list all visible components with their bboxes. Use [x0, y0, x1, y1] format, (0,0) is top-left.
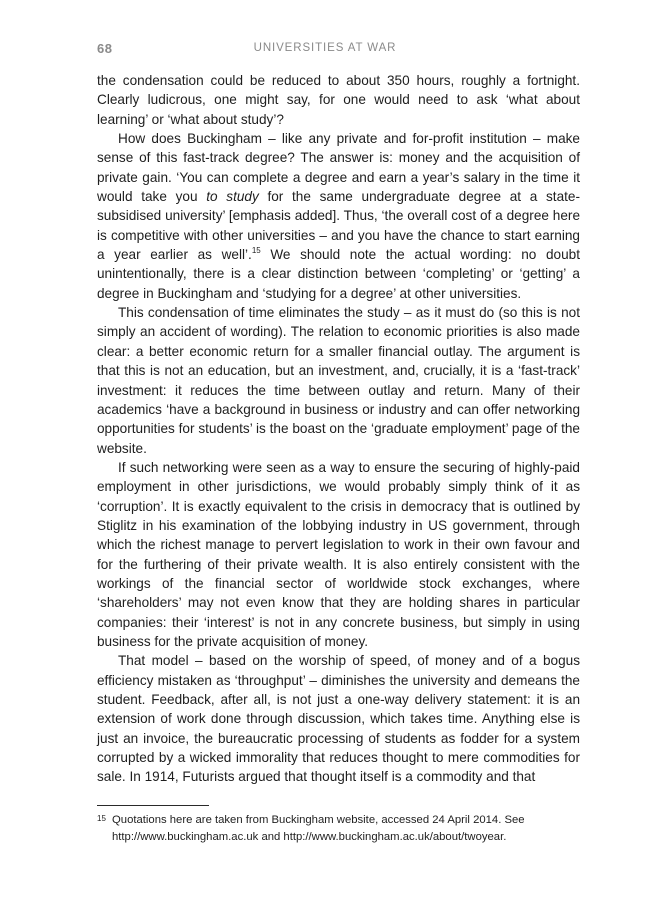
paragraph — [97, 458, 580, 651]
body-text — [97, 71, 580, 787]
paragraph — [97, 651, 580, 786]
paragraph-text: That model – based on the worship of speed, of money and of a bogus efficiency mistaken as ‘throughput’ – diminishes the university and demeans the student. Feedback, after all, is not just a one-way delivery statement: it is an extension of work done through discussion, which takes time. Anything else is just an invoice, the bureaucratic processing of students as fodder for a system corrupted by a wicked immorality that reduces thought to mere commodities for sale. In 1914, Futurists argued that thought itself is a commodity and that — [97, 653, 580, 785]
emphasis-text: to study — [206, 189, 259, 205]
footnote-text: Quotations here are taken from Buckingham website, accessed 24 April 2014. See http://www.buckingham.ac.uk and http://www.buckingham.ac.uk/about/twoyear. — [112, 814, 525, 843]
running-head: UNIVERSITIES AT WAR — [253, 42, 397, 54]
paragraph — [97, 129, 580, 303]
paragraph-text: the condensation could be reduced to about 350 hours, roughly a fortnight. Clearly ludicrous, one might say, for one would need to ask ‘what about learning’ or ‘what about study’? — [97, 73, 580, 127]
footnote-reference[interactable]: 15 — [251, 246, 261, 256]
paragraph-text: This condensation of time eliminates the study – as it must do (so this is not simply an accident of wording). The relation to economic priorities is also made clear: a better economic return for a smaller financial outlay. The argument is that this is not an education, but an investment, and, crucially, it is a ‘fast-track’ investment: it reduces the time between outlay and return. Many of their academics ‘have a background in business or industry and can offer networking opportunities for students’ is the boast on the ‘graduate employment’ page of the website. — [97, 305, 580, 456]
footnote-number: 15 — [97, 814, 106, 823]
paragraph — [97, 303, 580, 458]
paragraph-text: How does Buckingham – like any private and for-profit institution – make sense of this fast-track degree? The answer is: money and the acquisition of private gain. ‘You can complete a degree and earn a year’s salary in the time it would take you — [97, 131, 580, 205]
footnote-divider — [97, 805, 209, 806]
page-number: 68 — [97, 41, 113, 56]
paragraph — [97, 71, 580, 129]
paragraph-text: for the same undergraduate degree at a state-subsidised university’ [emphasis added]. Thus, ‘the overall cost of a degree here is competitive with other universities – and you have the chance to start earning a year earlier as well’. — [97, 189, 581, 263]
paragraph-text: We should note the actual wording: no doubt unintentionally, there is a clear distinction between ‘completing’ or ‘getting’ a degree in Buckingham and ‘studying for a degree’ at other universities. — [97, 247, 580, 301]
footnote — [97, 812, 580, 846]
paragraph-text: If such networking were seen as a way to ensure the securing of highly-paid employment in other jurisdictions, we would probably simply think of it as ‘corruption’. It is exactly equivalent to the crisis in democracy that is outlined by Stiglitz in his examination of the lobbying industry in US government, through which the richest manage to pervert legislation to work in their own favour and for the furthering of their private wealth. It is also entirely consistent with the workings of the financial sector of worldwide stock exchanges, where ‘shareholders’ may not even know that they are holding shares in particular companies: their ‘interest’ is not in any concrete business, but simply in using business for the private acquisition of money. — [97, 459, 580, 649]
